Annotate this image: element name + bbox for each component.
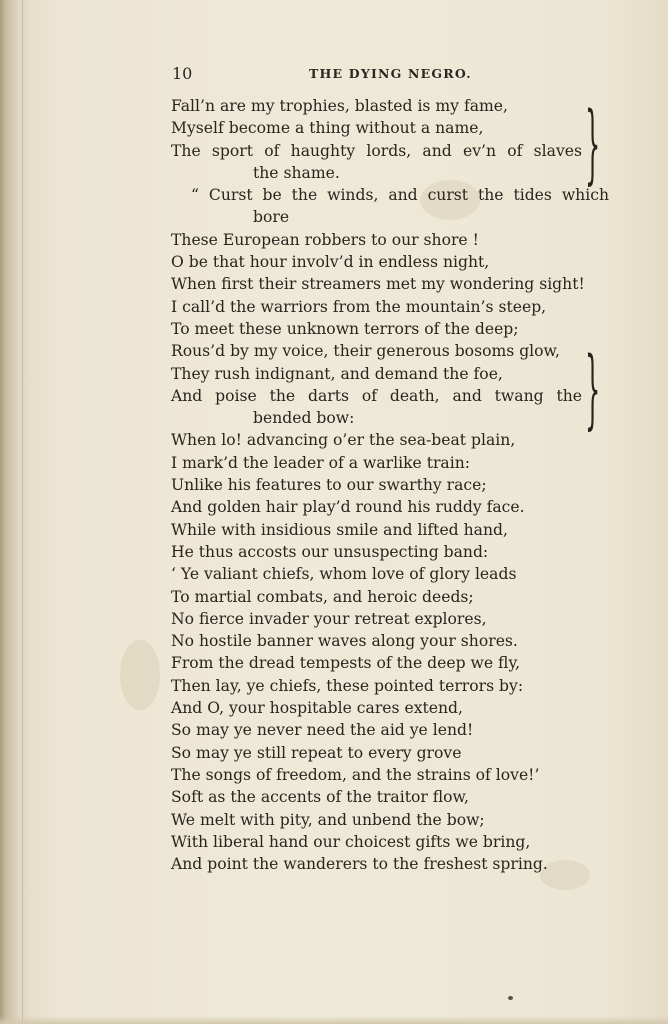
- running-header: [172, 64, 532, 86]
- poem-line-continuation: bended bow:: [253, 409, 355, 428]
- paper-stain: [120, 640, 160, 710]
- poem-line: They rush indignant, and demand the foe,: [171, 364, 503, 383]
- poem-line: Unlike his features to our swarthy race;: [171, 476, 487, 495]
- ink-speck: [508, 996, 513, 1000]
- poem-line: So may ye still repeat to every grove: [171, 743, 462, 762]
- page-bottom-edge: [0, 1016, 668, 1024]
- page-gutter: [0, 0, 30, 1024]
- poem-line: When first their streamers met my wondering sight!: [171, 275, 585, 294]
- poem-line: He thus accosts our unsuspecting band:: [171, 542, 489, 561]
- poem-line: I mark’d the leader of a warlike train:: [171, 453, 471, 472]
- poem-line: With liberal hand our choicest gifts we bring,: [171, 832, 531, 851]
- poem-line: These European robbers to our shore !: [171, 230, 479, 249]
- poem-line: Myself become a thing without a name,: [171, 119, 484, 138]
- poem-line-continuation: the shame.: [253, 163, 340, 182]
- poem-line: ‘ Ye valiant chiefs, whom love of glory leads: [171, 565, 517, 584]
- poem-line: While with insidious smile and lifted hand,: [171, 520, 508, 539]
- poem-line: Rous’d by my voice, their generous bosoms glow,: [171, 342, 561, 361]
- running-title: THE DYING NEGRO.: [309, 66, 472, 81]
- poem-line: To martial combats, and heroic deeds;: [171, 587, 474, 606]
- poem-line: To meet these unknown terrors of the deep;: [171, 319, 519, 338]
- triplet-brace: }: [585, 94, 601, 195]
- poem-line: So may ye never need the aid ye lend!: [171, 721, 474, 740]
- poem-line-continuation: bore: [253, 208, 290, 227]
- poem-line: Fall’n are my trophies, blasted is my fame,: [171, 97, 508, 115]
- gutter-shadow-line: [22, 0, 23, 1024]
- triplet-brace: }: [585, 339, 601, 440]
- poem-line: “ Curst be the winds, and curst the tides which: [191, 186, 609, 205]
- poem-line: And point the wanderers to the freshest spring.: [171, 855, 548, 874]
- poem-line: Soft as the accents of the traitor flow,: [171, 788, 470, 807]
- poem-line: And golden hair play’d round his ruddy face.: [171, 498, 525, 517]
- poem-line: The songs of freedom, and the strains of love!’: [171, 765, 540, 784]
- poem-line: We melt with pity, and unbend the bow;: [171, 810, 485, 829]
- poem-line: From the dread tempests of the deep we fly,: [171, 654, 521, 673]
- poem-line: I call’d the warriors from the mountain’s steep,: [171, 297, 547, 316]
- poem-line: And poise the darts of death, and twang the: [171, 386, 582, 405]
- poem-line: The sport of haughty lords, and ev’n of slaves: [171, 141, 582, 160]
- poem-line: O be that hour involv’d in endless night,: [171, 253, 490, 272]
- poem-text: [171, 95, 631, 875]
- poem-line: And O, your hospitable cares extend,: [171, 699, 463, 718]
- poem-line: No fierce invader your retreat explores,: [171, 609, 487, 628]
- poem-line: No hostile banner waves along your shores.: [171, 632, 518, 651]
- poem-line: Then lay, ye chiefs, these pointed terrors by:: [171, 676, 524, 695]
- page-number: 10: [172, 64, 193, 83]
- poem-line: When lo! advancing o’er the sea-beat plain,: [171, 431, 516, 450]
